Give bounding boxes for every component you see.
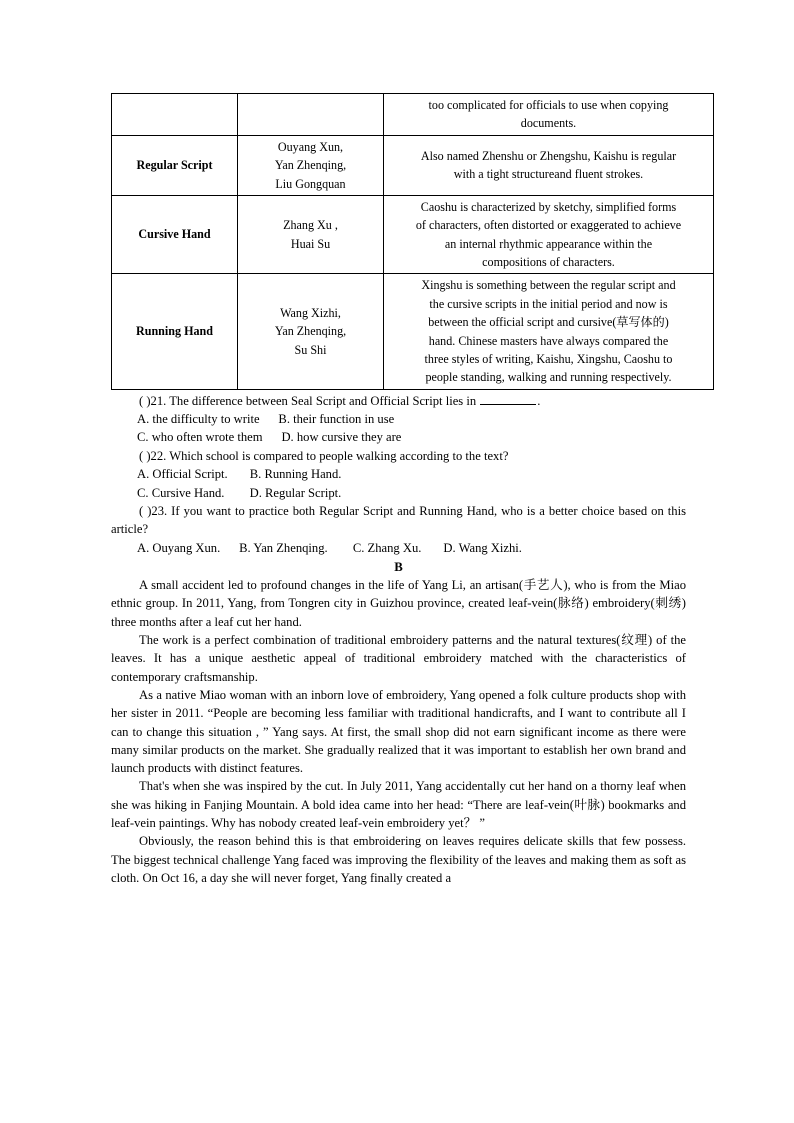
calligrapher-name: Su Shi [294, 342, 327, 357]
cell-script-name [112, 94, 238, 136]
desc-line: Also named Zhenshu or Zhengshu, Kaishu is regular [420, 148, 677, 163]
passage-paragraph: The work is a perfect combination of traditional embroidery patterns and the natural textures(纹理) of the leaves. It has a unique aesthetic appeal of traditional embroidery matched with the characteristics of contemporary craftsmanship. [111, 632, 686, 684]
calligrapher-name: Liu Gongquan [275, 176, 346, 191]
question-21-options-line-1[interactable]: A. the difficulty to write B. their function in use [137, 412, 395, 426]
desc-line: compositions of characters. [482, 255, 615, 269]
cell-script-name: Regular Script [112, 135, 238, 195]
calligraphy-styles-table [111, 93, 714, 390]
desc-line: Xingshu is something between the regular script and [421, 278, 676, 293]
cell-calligraphers [238, 94, 384, 136]
questions-block [111, 392, 686, 557]
table-row [112, 195, 714, 274]
desc-line: of characters, often distorted or exaggerated to achieve [415, 218, 682, 233]
calligrapher-name: Yan Zhenqing, [274, 158, 347, 173]
calligrapher-name: Zhang Xu , [283, 218, 338, 233]
table-row [112, 135, 714, 195]
desc-line: three styles of writing, Kaishu, Xingshu, Caoshu to [424, 351, 673, 366]
calligrapher-name: Wang Xizhi, [280, 305, 341, 320]
question-23-marker: ( )23. [139, 503, 168, 518]
desc-line: too complicated for officials to use when copying [428, 98, 669, 112]
question-21-marker: ( )21. [139, 393, 167, 408]
cell-description [384, 274, 714, 389]
desc-line: Caoshu is characterized by sketchy, simplified forms [420, 199, 677, 214]
page-content [111, 93, 686, 887]
question-22-stem [111, 447, 686, 465]
cell-calligraphers [238, 195, 384, 274]
passage-paragraph: Obviously, the reason behind this is that embroidering on leaves requires delicate skills that few possess. The biggest technical challenge Yang faced was improving the flexibility of the leaves and making them as soft as cloth. On Oct 16, a day she will never forget, Yang finally created a [111, 834, 686, 885]
cell-description [384, 94, 714, 136]
table-body [112, 94, 714, 390]
answer-blank[interactable] [480, 392, 536, 405]
passage-paragraph: As a native Miao woman with an inborn love of embroidery, Yang opened a folk culture products shop with her sister in 2011. “People are becoming less familiar with traditional handicrafts, and I want to contribute all I can to change this situation , ” Yang says. At first, the small shop did not earn significant income as there were many similar products on the market. She gradually realized that it was important to establish her own brand and launch products with distinct features. [111, 687, 686, 776]
calligrapher-name: Yan Zhenqing, [274, 324, 347, 339]
question-21-text-end: . [537, 393, 541, 408]
desc-line: people standing, walking and running respectively. [425, 370, 672, 385]
cell-description [384, 195, 714, 274]
desc-line: hand. Chinese masters have always compared the [428, 333, 669, 348]
question-23-stem [111, 502, 686, 539]
desc-line: an internal rhythmic appearance within the [444, 236, 653, 251]
desc-line: the cursive scripts in the initial period and now is [429, 296, 668, 311]
question-22-options-line-1[interactable]: A. Official Script. B. Running Hand. [137, 467, 342, 482]
cell-script-name: Cursive Hand [112, 195, 238, 274]
cell-description [384, 135, 714, 195]
section-letter-b: B [394, 560, 403, 574]
cell-calligraphers [238, 135, 384, 195]
table-row [112, 94, 714, 136]
calligrapher-name: Ouyang Xun, [277, 139, 344, 154]
question-21-options-line-2[interactable]: C. who often wrote them D. how cursive they are [137, 430, 402, 445]
question-23-text: If you want to practice both Regular Script and Running Hand, who is a better choice based on this article? [111, 503, 686, 537]
passage-paragraph: A small accident led to profound changes in the life of Yang Li, an artisan(手艺人), who is from the Miao ethnic group. In 2011, Yang, from Tongren city in Guizhou province, created leaf-vein(脉络) embroidery(刺绣) three months after a leaf cut her hand. [111, 578, 686, 629]
question-21-text: The difference between Seal Script and Official Script lies in [166, 393, 480, 408]
passage-paragraph: That's when she was inspired by the cut. In July 2011, Yang accidentally cut her hand on a thorny leaf when she was hiking in Fanjing Mountain. A bold idea came into her head: “There are leaf-vein(叶脉) bookmarks and leaf-vein paintings. Why has nobody created leaf-vein embroidery yet？ ” [111, 779, 686, 831]
desc-line: documents. [520, 116, 577, 131]
question-22-options-line-2[interactable]: C. Cursive Hand. D. Regular Script. [137, 485, 342, 500]
question-22-marker: ( )22. [139, 448, 167, 463]
question-21-stem [111, 392, 686, 410]
question-22-text: Which school is compared to people walking according to the text? [166, 448, 509, 463]
table-row [112, 274, 714, 389]
question-23-options-line-1[interactable]: A. Ouyang Xun. B. Yan Zhenqing. C. Zhang Xu. D. Wang Xizhi. [137, 540, 522, 555]
cell-calligraphers [238, 274, 384, 389]
desc-line: between the official script and cursive(草写体的) [428, 315, 669, 330]
calligrapher-name: Huai Su [290, 236, 331, 251]
cell-script-name: Running Hand [112, 274, 238, 389]
desc-line: with a tight structureand fluent strokes. [453, 167, 644, 182]
